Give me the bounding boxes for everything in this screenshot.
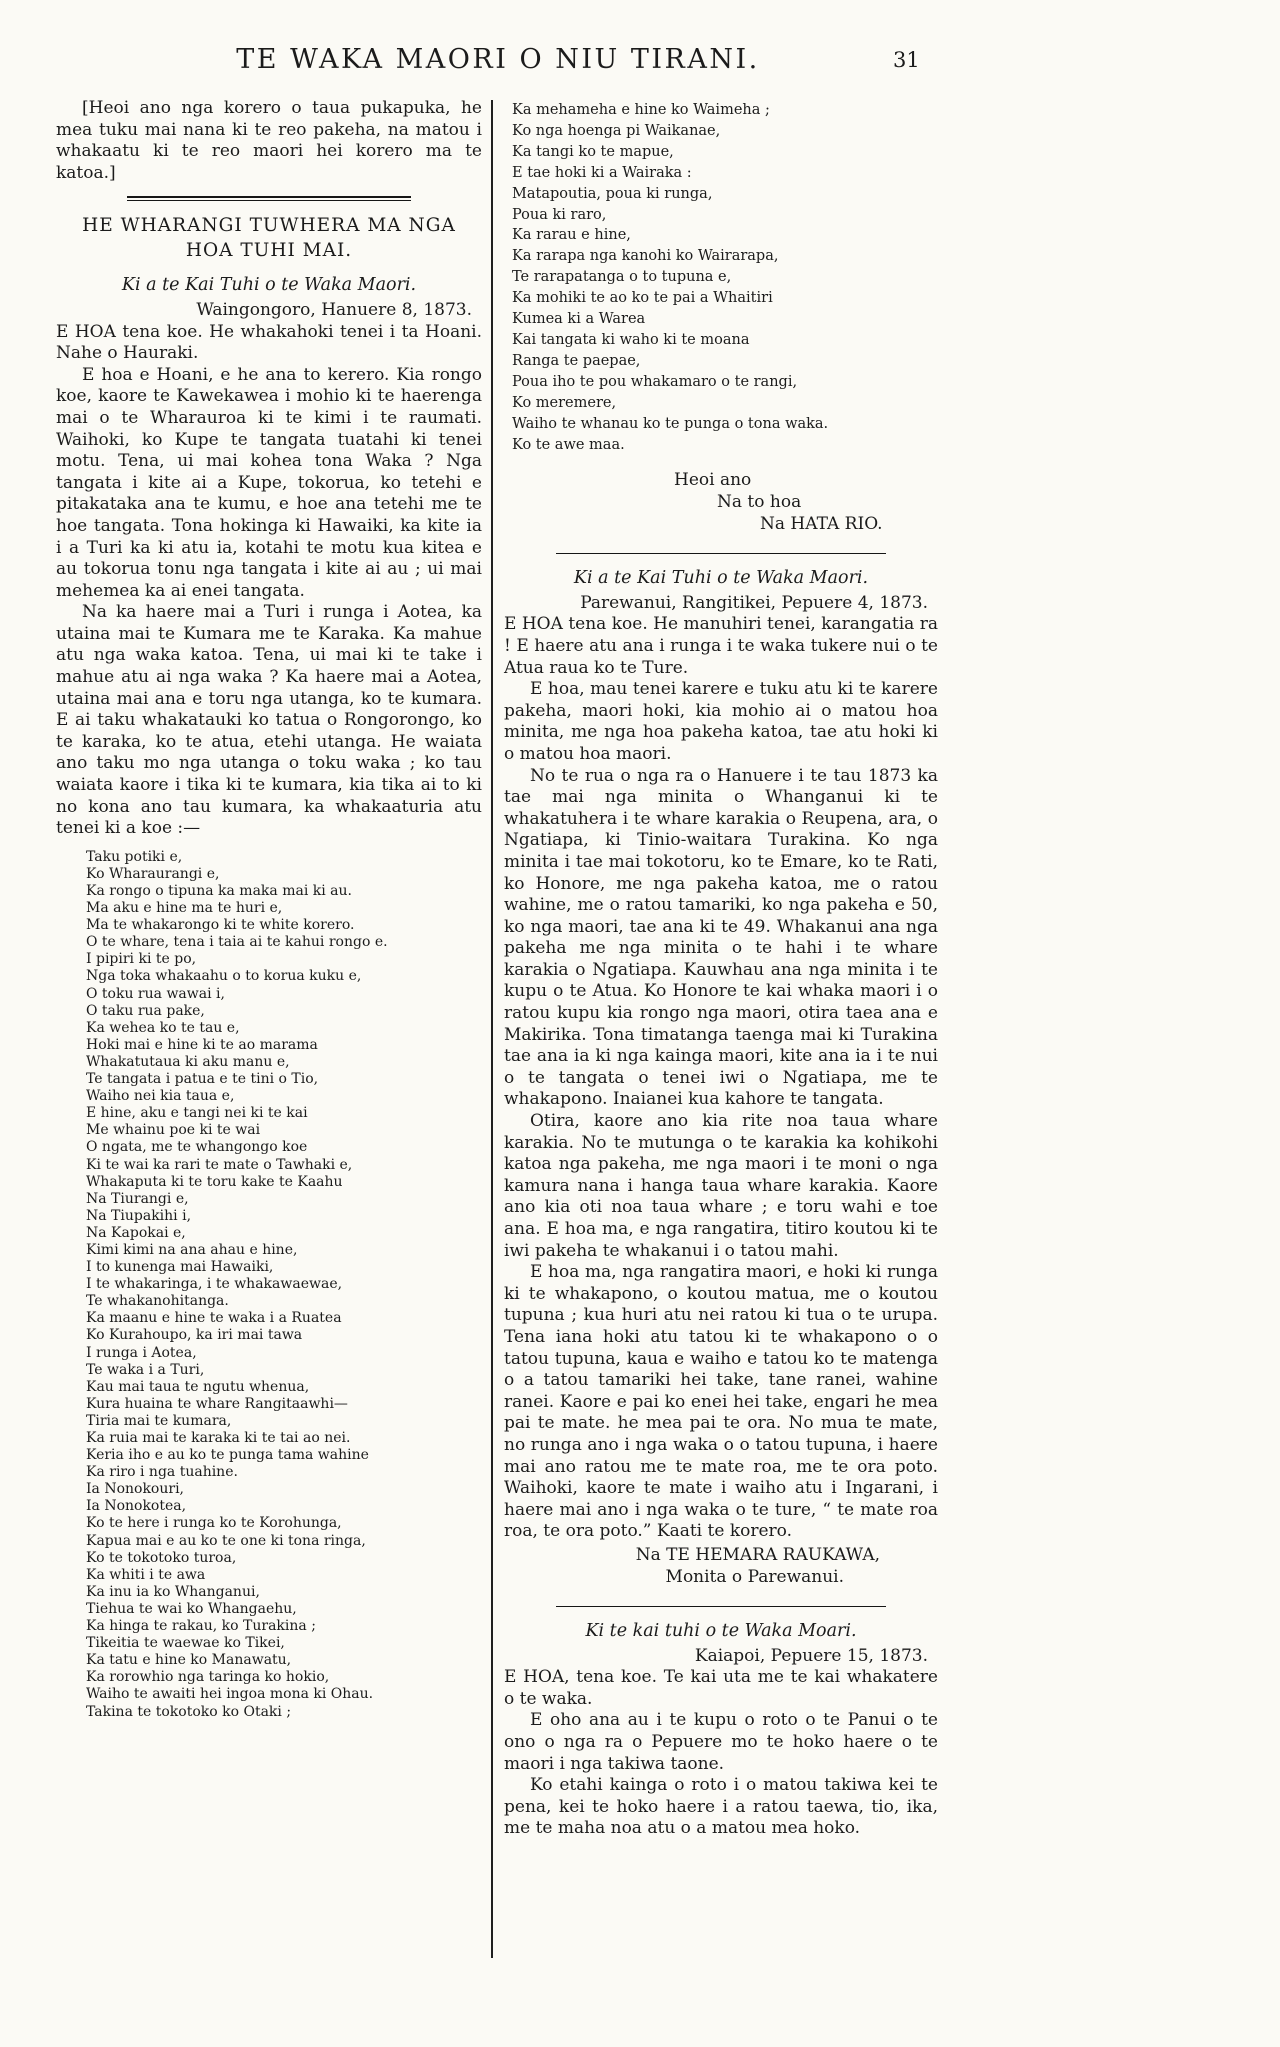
letter2-paragraph: Otira, kaore ano kia rite noa taua whare karakia. No te mutunga o te karakia ka kohikohi katoa nga pakeha, me nga maori i te moni o nga kamura nana i hanga taua whare karakia. Kaore ano kia oti noa taua whare ; e toru wahi e toe ana. E hoa ma, e nga rangatira, titiro koutou ki te iwi pakeha te whakanui i o tatou mahi. xyxy=(504,1111,938,1261)
page-number: 31 xyxy=(893,48,920,72)
poem-line: Ka ruia mai te karaka ki te tai ao nei. xyxy=(86,1430,351,1446)
letter1-paragraph: Na ka haere mai a Turi i runga i Aotea, ka utaina mai te Kumara me te Karaka. Ka mahue atu nga waka katoa. Tena, ui mai ki te take i mahue atu ai nga waka ? Ka haere mai a Aotea, utaina mai ana e toru nga utanga, ko te kumara. E ai taku whakatauki ko tatua o Rongorongo, ko te karaka, ko te atua, etehi utanga. He waiata ano taku mo nga utanga o toku waka ; ko tau waiata kaore i tika ki te kumara, kia tika ai to ki no kona ano tau kumara, ka whakaaturia atu tenei ki a koe :— xyxy=(56,602,482,839)
poem-line: Te waka i a Turi, xyxy=(86,1361,205,1378)
letter1-closing-line: Na HATA RIO. xyxy=(760,513,883,534)
left-column xyxy=(56,98,482,1721)
letter3-paragraph: Ko etahi kainga o roto i o matou takiwa kei te pena, kei te hoko haere i a ratou taewa, tio, ika, me te maha noa atu o a matou mea hoko. xyxy=(504,1775,938,1839)
poem-line: Ka rorowhio nga taringa ko hokio, xyxy=(86,1669,330,1686)
poem-line: Waiho te awaiti hei ingoa mona ki Ohau. xyxy=(86,1686,374,1703)
letter2-paragraph: E hoa, mau tenei karere e tuku atu ki te karere pakeha, maori hoki, kia mohio ai o matou hoa minita, me nga hoa pakeha katoa, tae atu hoki ki o matou hoa maori. xyxy=(504,679,938,764)
letter2-address-heading: Ki a te Kai Tuhi o te Waka Maori. xyxy=(573,568,869,589)
letter2-paragraphs xyxy=(504,614,938,1543)
poem-line: Ia Nonokouri, xyxy=(86,1481,184,1498)
section-rule xyxy=(556,1606,886,1607)
poem-line: Te tangata i patua e te tini o Tio, xyxy=(86,1071,319,1088)
poem-line: Kai tangata ki waho ki te moana xyxy=(512,331,750,348)
page-title: TE WAKA MAORI O NIU TIRANI. xyxy=(236,44,760,75)
poem-line: O te whare, tena i taia ai te kahui rongo e. xyxy=(86,934,388,951)
poem-line: E hine, aku e tangi nei ki te kai xyxy=(86,1105,308,1122)
poem-line: Ko te here i runga ko te Korohunga, xyxy=(86,1515,342,1532)
letter2-paragraph: E hoa ma, nga rangatira maori, e hoki ki runga ki te whakapono, o koutou matua, me o koutou tupuna ; kua huri atu nei ratou ki tua o te urupa. Tena iana hoki atu tatou ki te whakapono o o tatou tupuna, kaua e waiho e tatou ko te matenga o a tatou tamariki hei take, tane ranei, wahine ranei. Kaore e pai ko enei hei take, engari he mea pai te mate. he mea pai te ora. No mua te mate, no runga ano i nga waka o o tatou tupuna, i haere mai ano ratou me te mate roa, me te ora poto. Waihoki, kaore te mate i waiho atu i Ingarani, i haere mai ano i nga waka o te ture, “ te mate roa roa, te ora poto.” Kaati te korero. xyxy=(504,1262,938,1542)
poem-line: Ka inu ia ko Whanganui, xyxy=(86,1583,260,1600)
poem-line: Kapua mai e au ko te one ki tona ringa, xyxy=(86,1532,366,1549)
letter1-poem-part1 xyxy=(86,849,482,1721)
poem-line: Na Tiurangi e, xyxy=(86,1190,189,1207)
double-rule-divider xyxy=(127,196,411,201)
poem-line: Ka rongo o tipuna ka maka mai ki au. xyxy=(86,883,352,899)
poem-line: Kumea ki a Warea xyxy=(512,311,646,328)
letter1-paragraphs xyxy=(56,322,482,840)
poem-line: Te whakanohitanga. xyxy=(86,1293,229,1310)
poem-line: E tae hoki ki a Wairaka : xyxy=(512,164,692,181)
right-column xyxy=(504,98,938,1840)
section-rule xyxy=(556,553,886,554)
poem-line: Me whainu poe ki te wai xyxy=(86,1122,261,1139)
poem-line: Ka rarapa nga kanohi ko Wairarapa, xyxy=(512,248,779,265)
poem-line: Kau mai taua te ngutu whenua, xyxy=(86,1378,310,1395)
letter2-signature xyxy=(504,1545,938,1588)
editorial-note: [Heoi ano nga korero o taua pukapuka, he mea tuku mai nana ki te reo pakeha, na matou i whakaatu ki te reo maori hei korero ma te katoa.] xyxy=(56,98,482,183)
poem-line: Ka maanu e hine te waka i a Ruatea xyxy=(86,1310,342,1327)
poem-line: Te rarapatanga o to tupuna e, xyxy=(512,269,732,286)
poem-line: Ko nga hoenga pi Waikanae, xyxy=(512,122,721,139)
poem-line: Takina te tokotoko ko Otaki ; xyxy=(86,1703,292,1720)
poem-line: Nga toka whakaahu o to korua kuku e, xyxy=(86,968,362,985)
letter2-paragraph: No te rua o nga ra o Hanuere i te tau 1873 ka tae mai nga minita o Whanganui ki te whakatuhera i te whare karakia o Reupena, ara, o Ngatiapa, ki Tinio-waitara Turakina. Ko nga minita i tae mai tokotoru, ko te Emare, ko te Rati, ko Honore, me nga pakeha katoa, me o ratou wahine, me o ratou tamariki, ko nga pakeha e 50, ko nga maori, tae ana ki te 49. Whakanui ana nga pakeha me nga minita o te hahi i te whare karakia o Ngatiapa. Kauwhau ana nga minita i te kupu o te Atua. Ko Honore te kai whaka maori i o ratou kupu kia rongo nga maori, otira taea ana e Makirika. Tona timatanga taenga mai ki Turakina tae ana ia ki nga kainga maori, kite ana ia i te nui o te tangata o tenei iwi o Ngatiapa, me te whakapono. Inaianei kua kahore te tangata. xyxy=(504,765,938,1110)
letter2-signature-line: Na TE HEMARA RAUKAWA, xyxy=(635,1544,880,1565)
poem-line: Whakatutaua ki aku manu e, xyxy=(86,1053,290,1070)
poem-line: Ka riro i nga tuahine. xyxy=(86,1464,238,1481)
letter1-closing-line: Heoi ano xyxy=(674,470,752,491)
poem-line: Na Tiupakihi i, xyxy=(86,1207,192,1224)
poem-line: Na Kapokai e, xyxy=(86,1224,186,1241)
poem-line: I te whakaringa, i te whakawaewae, xyxy=(86,1276,343,1293)
column-divider-rule xyxy=(491,100,493,1958)
letter3-address-heading: Ki te kai tuhi o te Waka Moari. xyxy=(585,1621,857,1642)
letter3-dateline: Kaiapoi, Pepuere 15, 1873. xyxy=(694,1645,928,1666)
letter1-paragraph: E hoa e Hoani, e he ana to kerero. Kia rongo koe, kaore te Kawekawea i mohio ki te haerenga mai o te Wharauroa ki te kimi i te raumati. Waihoki, ko Kupe te tangata tuatahi ki tenei motu. Tena, ui mai kohea tona Waka ? Nga tangata i kite ai a Kupe, tokorua, ko tetehi e pitakataka ana te kumu, e hoe ana tetehi me te hoe tangata. Tona hokinga ki Hawaiki, ka kite ia i a Turi ka ki atu ia, kotahi te motu kua kitea e au tokorua tonu nga tangata i kite ai au ; ui mai mehemea ka ai enei tangata. xyxy=(56,364,482,601)
poem-line: Ka mehameha e hine ko Waimeha ; xyxy=(512,102,770,118)
poem-line: Ka hinga te rakau, ko Turakina ; xyxy=(86,1618,316,1635)
letter1-address-heading: Ki a te Kai Tuhi o te Waka Maori. xyxy=(121,275,417,296)
poem-line: Ko te tokotoko turoa, xyxy=(86,1549,237,1566)
poem-line: Kimi kimi na ana ahau e hine, xyxy=(86,1241,298,1258)
poem-line: Matapoutia, poua ki runga, xyxy=(512,185,713,202)
letter3-paragraphs xyxy=(504,1667,938,1840)
letter1-poem-part2 xyxy=(512,100,938,455)
letter1-dateline: Waingongoro, Hanuere 8, 1873. xyxy=(196,299,472,320)
poem-line: Ki te wai ka rari te mate o Tawhaki e, xyxy=(86,1156,353,1173)
poem-line: Kura huaina te whare Rangitaawhi— xyxy=(86,1395,348,1412)
letter2-signature-line: Monita o Parewanui. xyxy=(665,1566,844,1587)
poem-line: Ka mohiki te ao ko te pai a Whaitiri xyxy=(512,290,773,307)
poem-line: Hoki mai e hine ki te ao marama xyxy=(86,1036,318,1053)
poem-line: Tiria mai te kumara, xyxy=(86,1412,232,1429)
poem-line: Ka whiti i te awa xyxy=(86,1566,206,1583)
poem-line: Whakaputa ki te toru kake te Kaahu xyxy=(86,1173,343,1190)
poem-line: Taku potiki e, xyxy=(86,848,183,865)
poem-line: Waiho nei kia taua e, xyxy=(86,1088,235,1105)
poem-line: Tikeitia te waewae ko Tikei, xyxy=(86,1635,285,1652)
poem-line: Ka tatu e hine ko Manawatu, xyxy=(86,1652,292,1669)
poem-line: Ranga te paepae, xyxy=(512,352,641,369)
letter3-paragraph: E oho ana au i te kupu o roto o te Panui o te ono o nga ra o Pepuere mo te hoko haere o te maori i nga takiwa taone. xyxy=(504,1710,938,1774)
poem-line: Waiho te whanau ko te punga o tona waka. xyxy=(512,415,829,432)
poem-line: Ma aku e hine ma te huri e, xyxy=(86,900,283,917)
poem-line: Ko Kurahoupo, ka iri mai tawa xyxy=(86,1327,303,1344)
poem-line: O taku rua pake, xyxy=(86,1002,205,1019)
poem-line: Ko Wharaurangi e, xyxy=(86,865,220,882)
section-heading: HE WHARANGI TUWHERA MA NGA HOA TUHI MAI. xyxy=(82,215,456,262)
poem-line: Ka wehea ko te tau e, xyxy=(86,1019,240,1036)
poem-line: I runga i Aotea, xyxy=(86,1344,197,1361)
letter1-closing xyxy=(504,470,938,535)
letter1-paragraph: E HOA tena koe. He whakahoki tenei i ta Hoani. Nahe o Hauraki. xyxy=(56,321,482,364)
poem-line: Ia Nonokotea, xyxy=(86,1498,187,1515)
letter1-closing-line: Na to hoa xyxy=(717,492,802,512)
poem-line: I pipiri ki te po, xyxy=(86,951,197,968)
poem-line: Ma te whakarongo ki te white korero. xyxy=(86,917,355,934)
letter3-paragraph: E HOA, tena koe. Te kai uta me te kai whakatere o te waka. xyxy=(504,1667,938,1709)
poem-line: O ngata, me te whangongo koe xyxy=(86,1139,308,1156)
poem-line: Ko te awe maa. xyxy=(512,436,625,453)
poem-line: Ka rarau e hine, xyxy=(512,227,631,244)
letter2-dateline: Parewanui, Rangitikei, Pepuere 4, 1873. xyxy=(580,592,928,613)
poem-line: O toku rua wawai i, xyxy=(86,985,225,1002)
poem-line: Keria iho e au ko te punga tama wahine xyxy=(86,1447,369,1464)
poem-line: Poua ki raro, xyxy=(512,206,607,223)
poem-line: Poua iho te pou whakamaro o te rangi, xyxy=(512,373,798,390)
poem-line: I to kunenga mai Hawaiki, xyxy=(86,1259,274,1276)
poem-line: Tiehua te wai ko Whangaehu, xyxy=(86,1600,297,1617)
letter2-paragraph: E HOA tena koe. He manuhiri tenei, karangatia ra ! E haere atu ana i runga i te waka tukere nui o te Atua raua ko te Ture. xyxy=(504,614,938,678)
poem-line: Ko meremere, xyxy=(512,394,617,411)
poem-line: Ka tangi ko te mapue, xyxy=(512,143,674,160)
